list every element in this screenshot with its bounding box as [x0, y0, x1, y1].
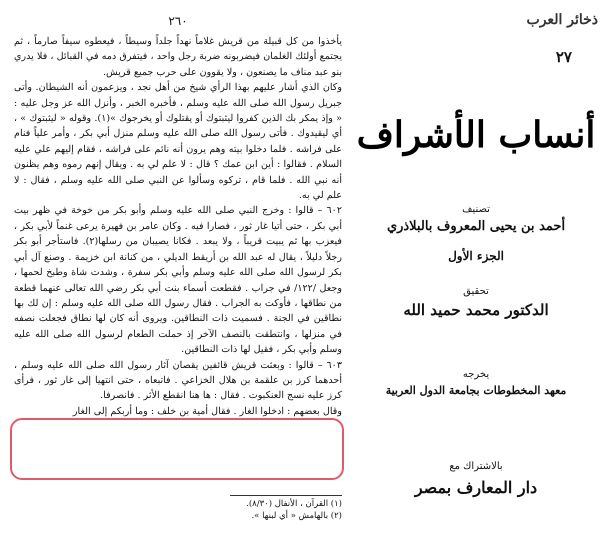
text-page [8, 6, 348, 536]
footnote: (١) القرآن ، الأنفال (٨/٣٠). [246, 499, 342, 509]
paragraph: يأخذوا من كل قبيلة من قريش غلاماً نهداً جلداً وسيطاً ، فيعطوه سيفاً صارماً ، ثم يجتمع أولئك الغلمان فيضربونه ضربة رجل واحد ، فيتفرق دمه في القبائل ، فلا يدري بنو عبد مناف ما يصنعون ، ولا يقوون على حرب جميع قريش. [14, 36, 342, 78]
publisher-name: معهد المخطوطات بجامعة الدول العربية [385, 384, 567, 397]
series-number: ٢٧ [555, 48, 572, 66]
editor-label: تحقيق [463, 286, 489, 297]
paragraph: وكان الذي أشار عليهم بهذا الرأي شيخ من أهل نجد ، ويزعمون أنه الشيطان. وأتى جبريل رسول الله صلى الله عليه وسلم ، فأخبره الخبر ، وأنزل الله عز وجل عليه : « وإذ يمكر بك الذين كفروا ليثبتوك أو يقتلوك أو يخرجوك »(١). وقوله « ليثبتوك » ، أي ليقيدوك . فأتى رسول الله صلى الله عليه وسلم منزل أبي بكر ، وأمر علياً فنام على فراشه . فلما دخلوا بيته وهم يرون أنه نائم على فراشه ، فقام إليهم علي عليه السلام . فقالوا : أين ابن عمك ؟ قال : لا علم لي به . ويقال إنهم رموه وهم يظنون أنه نبي الله . فلما قام ، تركوه وسألوا عن النبي صلى الله عليه وسلم ، فقال : لا علم لي به. [14, 82, 343, 202]
author-name: أحمد بن يحيى المعروف بالبلاذري [386, 219, 566, 234]
copublisher-label: بالاشتراك مع [449, 461, 503, 472]
publisher-label: يخرجه [462, 369, 490, 380]
footnote: (٢) بالهامش « أي لبنها ». [251, 511, 342, 521]
footnote-divider [230, 495, 342, 496]
book-title: أنساب الأشراف [356, 114, 596, 156]
editor-name: الدكتور محمد حميد الله [403, 301, 549, 319]
paragraph: وقال بعضهم : ادخلوا الغار . فقال أمية بن خلف : وما أربكم إلى الغار [72, 405, 342, 417]
title-page [350, 6, 602, 536]
volume-label: الجزء الأول [448, 249, 504, 263]
page-number: ٢٦٠ [168, 14, 188, 28]
highlighted-paragraph: ٦٠٣ – قالوا : وبعثت قريش قائفين يقصان آثار رسول الله صلى الله عليه وسلم ، أحدهما كرز بن علقمة بن هلال الخزاعي . فاتبعاه ، حتى انتهيا إلى غار ثور ، فرأى كرز عليه نسج العنكبوت . فقال : ها هنا انقطع الأثر . فانصرفا. [14, 359, 342, 402]
copublisher-name: دار المعارف بمصر [414, 478, 538, 497]
series-title: ذخائر العرب [526, 12, 598, 28]
highlight-annotation [10, 418, 344, 480]
paragraph: ٦٠٢ – قالوا : وخرج النبي صلى الله عليه وسلم وأبو بكر من خوخة في ظهر بيت أبي بكر ، حتى أتيا غار ثور ، فصارا فيه . وكان عامر بن فهيرة يرعى غنماً لأبي بكر ، فيعزب بها ثم يبيت قريباً ، ولا يبعد . فكانا يصيبان من رسلها(٢). فاستأجر أبو بكر رجلاً دليلاً ، يقال له عبد الله بن أريقط الديلي ، من كنانة ابن خزيمة . وصنع آل أبي بكر لرسول الله صلى الله عليه وسلم وأبي بكر سفرة ، وشدت شاة وطبخ لحمها ، وجعل /١٢٢/ في جراب . فقطعت أسماء بنت أبي بكر رضي الله تعالى عنهما قطعة من نطاقها ، فأوكت به الجراب . فقال رسول الله صلى الله عليه وسلم : إن لك بها نطاقين في الجنة . فسميت ذات النطاقين. ويروى أنه كان لها نطاق فجعلت نصفه في منزلها ، وانتطقت بالنصف الآخر إذ حملت الطعام لرسول الله صلى الله عليه وسلم وأبي بكر ، فقيل لها ذات النطاقين. [14, 205, 342, 356]
footnotes [108, 498, 342, 522]
body-text [14, 34, 342, 419]
author-label: تصنيف [462, 204, 490, 215]
